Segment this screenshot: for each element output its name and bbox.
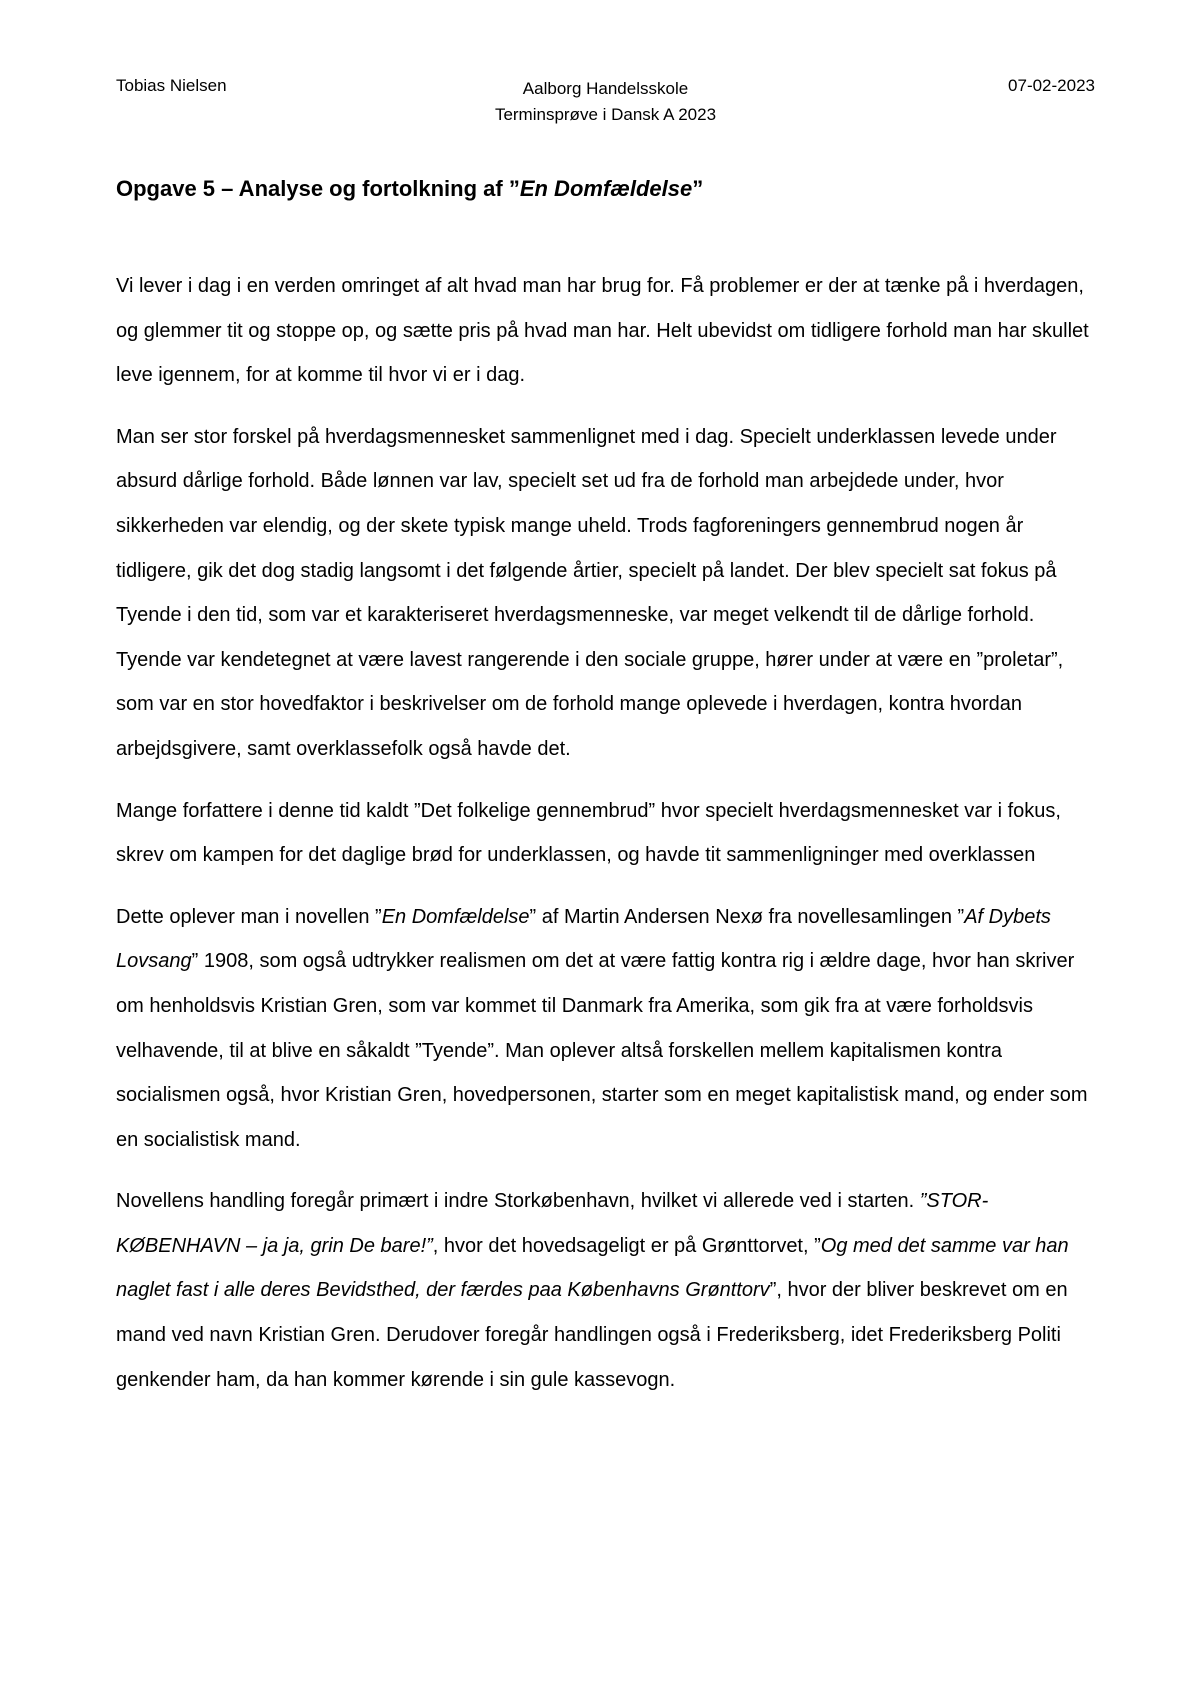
title-prefix: Opgave 5 – Analyse og fortolkning af ” <box>116 176 520 201</box>
paragraph-text: ” af Martin Andersen Nexø fra novellesamlingen ” <box>529 905 965 928</box>
body-paragraph <box>116 789 1095 878</box>
title-work: En Domfældelse <box>519 176 693 201</box>
assignment-title <box>116 176 1095 202</box>
body-paragraph <box>116 1179 1095 1402</box>
paragraph-text: Man ser stor forskel på hverdagsmennesket sammenlignet med i dag. Specielt underklassen levede under absurd dårlige forhold. Både lønnen var lav, specielt set ud fra de forhold man arbejdede under, hvor sikkerheden var elendig, og der skete typisk mange uheld. Trods fagforeningers gennembrud nogen år tidligere, gik det dog stadig langsomt i det følgende årtier, specielt på landet. Der blev specielt sat fokus på Tyende i den tid, som var et karakteriseret hverdagsmenneske, var meget velkendt til de dårlige forhold. Tyende var kendetegnet at være lavest rangerende i den sociale gruppe, hører under at være en ”proletar”, som var en stor hovedfaktor i beskrivelser om de forhold mange oplevede i hverdagen, kontra hvordan arbejdsgivere, samt overklassefolk også havde det. <box>116 425 1064 760</box>
italic-quote: Af Dybets Lovsang <box>116 905 1051 973</box>
essay-body <box>116 264 1095 1419</box>
paragraph-text: ”, hvor der bliver beskrevet om en mand ved navn Kristian Gren. Derudover foregår handlingen også i Frederiksberg, idet Frederiksberg Politi genkender ham, da han kommer kørende i sin gule kassevogn. <box>116 1279 1068 1391</box>
paragraph-text: Novellens handling foregår primært i indre Storkøbenhavn, hvilket vi allerede ved i starten. <box>116 1190 920 1213</box>
paragraph-text: ” 1908, som også udtrykker realismen om det at være fattig kontra rig i ældre dage, hvor han skriver om henholdsvis Kristian Gren, som var kommet til Danmark fra Amerika, som gik fra at være forholdsvis velhavende, til at blive en såkaldt ”Tyende”. Man oplever altså forskellen mellem kapitalismen kontra socialismen også, hvor Kristian Gren, hovedpersonen, starter som en meget kapitalistisk mand, og ender som en socialistisk mand. <box>116 950 1088 1151</box>
body-paragraph <box>116 895 1095 1163</box>
title-suffix: ” <box>692 176 704 201</box>
paragraph-text: , hvor det hovedsageligt er på Grønttorvet, ” <box>432 1234 821 1257</box>
italic-quote: ”STOR-KØBENHAVN – ja ja, grin De bare!” <box>116 1190 989 1257</box>
paragraph-text: Mange forfattere i denne tid kaldt ”Det folkelige gennembrud” hvor specielt hverdagsmennesket var i fokus, skrev om kampen for det daglige brød for underklassen, og havde tit sammenligninger med overklassen <box>116 799 1061 867</box>
header-exam: Terminsprøve i Dansk A 2023 <box>494 105 717 124</box>
body-paragraph <box>116 264 1095 398</box>
header-school: Aalborg Handelsskole <box>522 79 689 98</box>
header-center <box>116 76 1095 128</box>
paragraph-text: Vi lever i dag i en verden omringet af alt hvad man har brug for. Få problemer er der at tænke på i hverdagen, og glemmer tit og stoppe op, og sætte pris på hvad man har. Helt ubevidst om tidligere forhold man har skullet leve igennem, for at komme til hvor vi er i dag. <box>116 275 1089 387</box>
body-paragraph <box>116 415 1095 772</box>
italic-quote: En Domfældelse <box>381 905 530 928</box>
header-author: Tobias Nielsen <box>116 76 227 95</box>
header-date: 07-02-2023 <box>1008 76 1095 95</box>
paragraph-text: Dette oplever man i novellen ” <box>116 905 382 928</box>
italic-quote: Og med det samme var han naglet fast i alle deres Bevidsthed, der færdes paa Københavns Grønttorv <box>116 1234 1069 1302</box>
page-header <box>116 76 1095 126</box>
